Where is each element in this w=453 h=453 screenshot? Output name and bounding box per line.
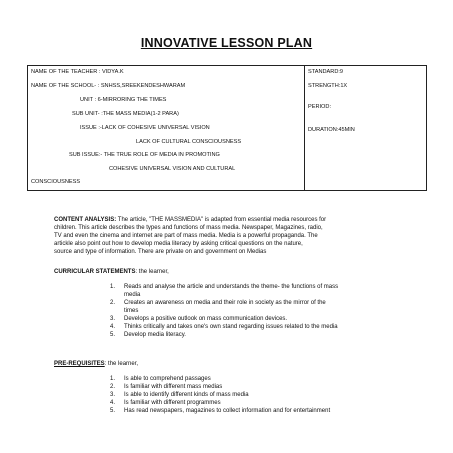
- curricular-statements-heading: CURRICULAR STATEMENTS: [54, 269, 136, 275]
- curricular-statements-list: [110, 283, 410, 339]
- list-item: 4. Is familiar with different programmes: [110, 400, 221, 406]
- list-item: 1. Is able to comprehend passages: [110, 376, 211, 382]
- period: PERIOD:: [308, 104, 332, 110]
- list-item: 5. Has read newspapers, magazines to collect information and for entertainment: [110, 408, 331, 414]
- unit: UNIT : 6-MIRRORING THE TIMES: [80, 97, 167, 103]
- sub-issue-line-2: COHESIVE UNIVERSAL VISION AND CULTURAL: [109, 166, 236, 172]
- sub-issue-line-1: SUB ISSUE:- THE TRUE ROLE OF MEDIA IN PROMOTING: [69, 152, 220, 158]
- prerequisites-heading-line: PRE-REQUISITES: the learner,: [54, 361, 139, 367]
- teacher-name: NAME OF THE TEACHER : VIDYA.K: [31, 69, 124, 75]
- curricular-statements-heading-line: CURRICULAR STATEMENTS: the learner,: [54, 269, 169, 275]
- list-item: 2. Is familiar with different mass medias: [110, 384, 223, 390]
- list-item: 3. Develops a positive outlook on mass communication devices.: [110, 316, 288, 322]
- page-title: INNOVATIVE LESSON PLAN: [140, 36, 313, 50]
- issue-line-1: ISSUE :-LACK OF COHESIVE UNIVERSAL VISION: [80, 125, 210, 131]
- lesson-info-table: [27, 65, 427, 191]
- school-name: NAME OF THE SCHOOL- : SNHSS,SREEKENDESHWARAM: [31, 83, 186, 89]
- list-item: 3. Is able to identify different kinds of mass media: [110, 392, 249, 398]
- table-column-divider: [304, 66, 305, 190]
- list-item: 4. Thinks critically and takes one's own stand regarding issues related to the media: [110, 324, 338, 330]
- content-analysis-line-3: TV and even the cinema and internet are part of mass media. Media is a powerful propaganda. The: [54, 233, 318, 239]
- strength: STRENGTH:1X: [308, 83, 348, 89]
- content-analysis-line-4: artickle also point out how to develop media literacy by asking critical questions on the nature,: [54, 241, 303, 247]
- prerequisites-heading: PRE-REQUISITES: [54, 361, 105, 367]
- duration: DURATION:45MIN: [308, 127, 355, 133]
- content-analysis-line-2: children. This article describes the types and functions of mass media. Newspaper, Magazines, radio,: [54, 225, 323, 231]
- sub-issue-line-3: CONSCIOUSNESS: [31, 179, 81, 185]
- sub-unit: SUB UNIT- :THE MASS MEDIA(1-2 PARA): [72, 111, 179, 117]
- issue-line-2: LACK OF CULTURAL CONSCIOUSNESS: [136, 139, 242, 145]
- prerequisites-list: [110, 375, 430, 415]
- content-analysis: [54, 216, 414, 256]
- content-analysis-heading: CONTENT ANALYSIS:: [54, 217, 117, 223]
- content-analysis-line-1: CONTENT ANALYSIS: The article, "THE MASSMEDIA" is adapted from essential media resources for: [54, 217, 327, 223]
- list-item: 2. Creates an awareness on media and their role in society as the mirror of the times: [110, 300, 326, 314]
- content-analysis-line-5: source and type of information. There are private on and government on Medias: [54, 249, 267, 255]
- list-item: 1. Reads and analyse the article and understands the theme- the functions of mass media: [110, 284, 339, 298]
- standard: STANDARD:9: [308, 69, 344, 75]
- list-item: 5. Develop media literacy.: [110, 332, 186, 338]
